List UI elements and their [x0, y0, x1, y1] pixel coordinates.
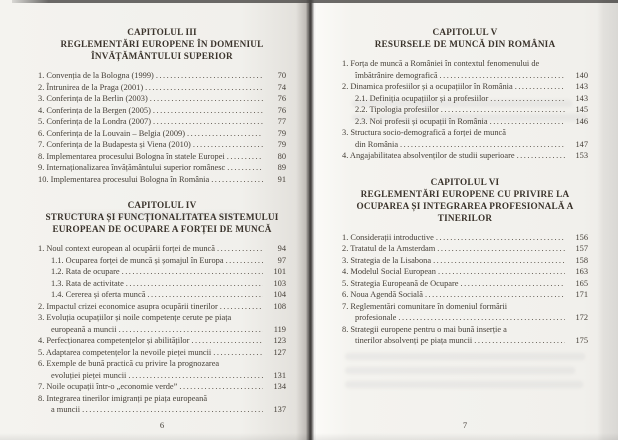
toc-entry-text: 6. Conferința de la Louvain – Belgia (2009) [38, 128, 185, 138]
toc-entry-text: 2.2. Tipologia profesiilor [355, 105, 439, 114]
dot-leader [217, 243, 263, 255]
toc-entry-text: 1. Convenția de la Bologna (1999) [38, 71, 154, 80]
toc-entry [38, 174, 286, 186]
toc-section [342, 176, 588, 347]
toc-entry [38, 347, 286, 359]
page-number-left: 6 [159, 420, 165, 430]
toc-entry-page: 103 [273, 278, 286, 288]
toc-entry-page: 157 [575, 244, 588, 253]
toc-entry-page: 140 [575, 70, 588, 80]
toc-entry-page: 171 [575, 290, 588, 299]
toc-entry-page: 143 [575, 93, 588, 103]
toc-entry-page: 80 [277, 151, 286, 161]
toc-entry-page: 76 [277, 105, 286, 115]
book-spine-shadow [296, 0, 318, 440]
toc-entry-text: 3. Strategia de la Lisabona [342, 255, 432, 265]
toc-entry [38, 335, 286, 347]
chapter-heading-line: EUROPEAN DE OCUPARE A FORȚEI DE MUNCĂ [52, 224, 272, 234]
toc-entry-text: europeană a muncii [51, 324, 117, 334]
toc-entry-page: 127 [273, 347, 286, 357]
toc-entry-first-line: 8. Strategii europene pentru o mai bună inserție a [342, 324, 507, 334]
dot-leader [515, 81, 565, 93]
toc-entry-text: 2. Impactul crizei economice asupra ocupării tinerilor [38, 301, 218, 311]
toc-entry [38, 381, 286, 393]
dot-leader [128, 370, 263, 382]
dot-leader [425, 289, 565, 301]
dot-leader [126, 278, 263, 290]
toc-entry-page: 143 [575, 82, 588, 91]
toc-entry-page: 153 [575, 151, 588, 160]
dot-leader [440, 70, 565, 82]
dot-leader [179, 381, 263, 393]
toc-entry-text: 7. Noile ocupații într-o „economie verde” [38, 382, 178, 391]
toc-section [38, 26, 286, 185]
toc-entry-page: 131 [273, 370, 286, 380]
toc-entry-text: 4. Conferința de la Bergen (2005) [38, 105, 151, 115]
toc-entry-first-line: 8. Integrarea tinerilor imigranți pe piața europeană [38, 393, 208, 403]
dot-leader [153, 105, 263, 117]
toc-entry-text: 1.3. Rata de activitate [51, 278, 124, 288]
dot-leader [436, 232, 565, 244]
dot-leader [437, 243, 565, 255]
toc-entry-text: 9. Internaționalizarea învățământului superior românesc [38, 163, 226, 172]
toc-entry-text: 1.1. Ocuparea forței de muncă și șomajul în Europa [51, 255, 224, 265]
page-showthrough-artifact [345, 353, 585, 360]
toc-entry-first-line: 7. Reglementări comunitare în domeniul formării [342, 301, 508, 311]
toc-entry-first-line: 6. Exemple de bună practică cu privire la prognozarea [38, 359, 220, 368]
toc-entry-page: 108 [273, 301, 286, 311]
chapter-heading-line: CAPITOLUL V [432, 27, 498, 37]
toc-entry [342, 289, 588, 301]
toc-entry [342, 266, 588, 278]
toc-entry-text: 5. Strategia Europeană de Ocupare [342, 278, 459, 288]
toc-left-column [38, 26, 286, 416]
toc-entry-page: 137 [273, 405, 286, 414]
dot-leader [441, 104, 565, 116]
toc-entry-page: 145 [575, 105, 588, 114]
dot-leader [490, 116, 565, 128]
chapter-heading [38, 199, 286, 235]
toc-right-column [342, 26, 588, 347]
toc-entry [342, 312, 588, 324]
toc-entry [38, 289, 286, 301]
page-number-right: 7 [462, 420, 468, 430]
toc-entry-page: 77 [277, 117, 286, 126]
toc-entry [38, 255, 286, 267]
chapter-heading-line: ÎNVĂȚĂMÂNTULUI SUPERIOR [91, 51, 233, 61]
toc-entry-page: 97 [277, 255, 286, 265]
toc-section [38, 199, 286, 416]
toc-entry-page: 165 [575, 278, 588, 288]
toc-entry-text: profesionale [355, 313, 397, 322]
dot-leader [490, 93, 565, 105]
toc-entry [38, 162, 286, 174]
toc-section [342, 26, 588, 162]
dot-leader [461, 278, 566, 290]
toc-entry-page: 163 [575, 267, 588, 276]
toc-entry-text: 2.3. Noi profesii și ocupații în România [355, 116, 488, 126]
toc-entry [38, 139, 286, 151]
toc-entry [38, 370, 286, 382]
toc-entry-text: evoluției pieței muncii [51, 370, 127, 380]
toc-entry-page: 89 [277, 163, 286, 172]
toc-entry-text: 4. Modelul Social European [342, 267, 436, 276]
toc-entry-text: din România [355, 139, 399, 149]
toc-entry [342, 278, 588, 290]
toc-entry-page: 104 [273, 290, 286, 299]
toc-entry [342, 81, 588, 93]
page-showthrough-artifact [345, 381, 583, 388]
page-showthrough-artifact [345, 367, 575, 374]
toc-entry [342, 93, 588, 105]
toc-entry [342, 70, 588, 82]
toc-entry-page: 76 [277, 94, 286, 103]
dot-leader [438, 266, 565, 278]
dot-leader [150, 93, 263, 105]
toc-entry [38, 93, 286, 105]
dot-leader [213, 347, 263, 359]
dot-leader [227, 162, 263, 174]
toc-entry-text: 4. Angajabilitatea absolvenților de studii superioare [342, 151, 515, 160]
toc-entry-first-line: 1. Forța de muncă a României în contextul fenomenului de [342, 59, 540, 68]
toc-entry-text: 2.1. Definiția ocupațiilor și a profesiilor [355, 93, 489, 103]
toc-entry [38, 324, 286, 336]
toc-entry-page: 101 [273, 267, 286, 276]
toc-entry-text: 1. Considerații introductive [342, 232, 434, 242]
toc-entry-page: 119 [273, 324, 286, 334]
toc-entry-page: 94 [277, 244, 286, 253]
chapter-heading-line: CAPITOLUL VI [430, 176, 500, 187]
chapter-heading-line: REGLEMENTĂRI EUROPENE ÎN DOMENIUL [60, 39, 264, 49]
chapter-heading-line: CAPITOLUL III [127, 27, 197, 37]
toc-entry [342, 335, 588, 347]
dot-leader [147, 289, 263, 301]
chapter-heading [342, 176, 588, 224]
toc-entry-text: 2. Dinamica profesiilor și a ocupațiilor în România [342, 82, 513, 91]
toc-entry-page: 175 [575, 336, 588, 345]
dot-leader [122, 266, 263, 278]
toc-entry [38, 404, 286, 416]
toc-entry-text: 4. Perfecționarea competențelor și abilităților [38, 336, 190, 345]
chapter-heading [38, 26, 286, 62]
scan-top-edge [12, 0, 618, 3]
toc-entry-page: 146 [575, 116, 588, 126]
dot-leader [433, 255, 565, 267]
toc-entry-page: 156 [575, 232, 588, 242]
dot-leader [226, 255, 263, 267]
dot-leader [156, 70, 263, 82]
toc-entry-text: 5. Conferința de la Londra (2007) [38, 117, 152, 126]
toc-entry [342, 150, 588, 162]
toc-entry [38, 301, 286, 313]
dot-leader [220, 301, 263, 313]
toc-entry [38, 105, 286, 117]
toc-entry [38, 128, 286, 140]
chapter-heading-line: STRUCTURA ȘI FUNCȚIONALITATEA SISTEMULUI [45, 212, 279, 222]
dot-leader [211, 174, 263, 186]
toc-entry [38, 82, 286, 94]
toc-entry-text: 3. Conferința de la Berlin (2003) [38, 94, 148, 103]
toc-entry [38, 70, 286, 82]
toc-entry-page: 147 [575, 139, 588, 149]
dot-leader [193, 139, 263, 151]
toc-entry [38, 116, 286, 128]
toc-entry-text: tinerilor absolvenți pe piața muncii [355, 336, 473, 345]
toc-entry-text: 5. Adaptarea competențelor la nevoile pieței muncii [38, 347, 212, 357]
scan-right-edge [597, 0, 618, 440]
toc-entry [342, 139, 588, 151]
toc-entry [38, 278, 286, 290]
toc-entry-text: 8. Implementarea procesului Bologna în statele Europei [38, 151, 225, 161]
dot-leader [398, 312, 565, 324]
toc-entry-page: 172 [575, 313, 588, 322]
toc-entry [342, 255, 588, 267]
toc-entry-text: 2. Întrunirea de la Praga (2001) [38, 82, 144, 92]
toc-entry-text: 6. Noua Agendă Socială [342, 290, 423, 299]
dot-leader [227, 151, 263, 163]
toc-entry-text: 2. Tratatul de la Amsterdam [342, 244, 436, 253]
chapter-heading-line: OCUPAREA ȘI INTEGRAREA PROFESIONALĂ A [356, 200, 574, 211]
dot-leader [82, 404, 263, 416]
dot-leader [474, 335, 565, 347]
scan-bottom-shadow [0, 433, 618, 440]
chapter-heading [342, 26, 588, 50]
toc-entry-text: 1.4. Cererea și oferta muncă [51, 290, 146, 299]
toc-entry [342, 116, 588, 128]
dot-leader [191, 335, 263, 347]
toc-entry-page: 158 [575, 255, 588, 265]
toc-entry-first-line: 3. Evoluția ocupațiilor și noile competențe cerute pe piața [38, 313, 232, 322]
dot-leader [119, 324, 263, 336]
dot-leader [400, 139, 565, 151]
toc-entry-text: 7. Conferința de la Budapesta și Viena (2010) [38, 140, 191, 149]
toc-entry [342, 232, 588, 244]
chapter-heading-line: CAPITOLUL IV [127, 200, 197, 210]
toc-entry-page: 134 [273, 382, 286, 391]
toc-entry-text: 1. Noul context european al ocupării forței de muncă [38, 244, 215, 253]
chapter-heading-line: TINERILOR [437, 212, 493, 223]
toc-entry [38, 243, 286, 255]
toc-entry-page: 123 [273, 336, 286, 345]
toc-entry [38, 151, 286, 163]
toc-entry-text: 10. Implementarea procesului Bologna în România [38, 174, 210, 184]
dot-leader [153, 116, 263, 128]
dot-leader [517, 150, 565, 162]
chapter-heading-line: RESURSELE DE MUNCĂ DIN ROMÂNIA [374, 39, 556, 49]
toc-entry-text: a muncii [51, 405, 81, 414]
toc-entry-text: 1.2. Rata de ocupare [51, 267, 120, 276]
toc-entry-page: 79 [277, 140, 286, 149]
toc-entry [342, 104, 588, 116]
toc-entry-page: 91 [277, 174, 286, 184]
dot-leader [145, 82, 263, 94]
toc-entry [342, 243, 588, 255]
chapter-heading-line: REGLEMENTĂRI EUROPENE CU PRIVIRE LA [360, 188, 570, 199]
toc-entry-page: 74 [277, 82, 286, 92]
toc-entry-first-line: 3. Structura socio-demografică a forței de muncă [342, 128, 506, 137]
dot-leader [187, 128, 263, 140]
toc-entry-text: îmbătrânire demografică [355, 70, 438, 80]
toc-entry-page: 79 [277, 128, 286, 138]
toc-entry [38, 266, 286, 278]
toc-entry-page: 70 [277, 71, 286, 80]
